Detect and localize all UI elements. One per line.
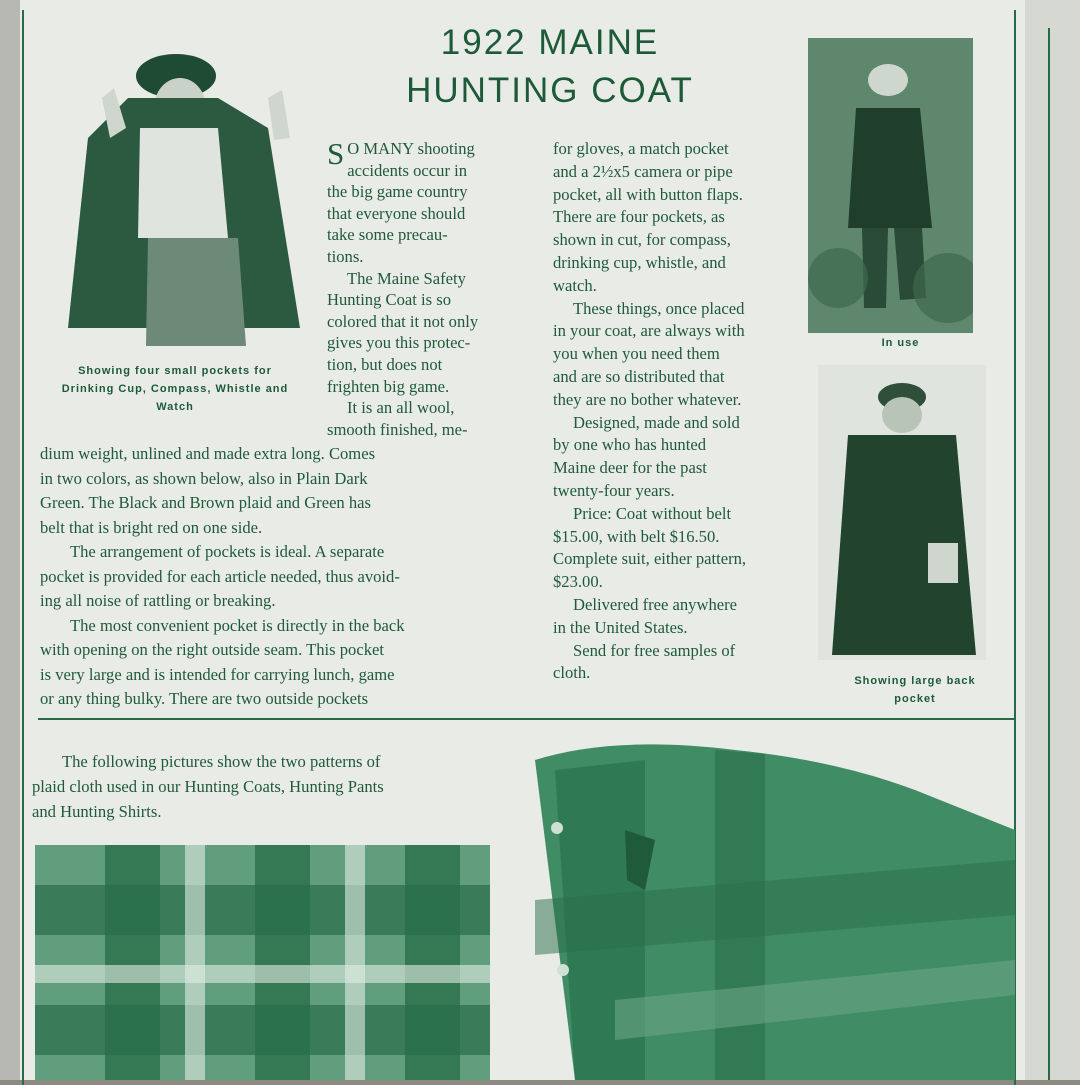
text-column-1: S O MANY shooting accidents occur in the big game country that everyone should take some precau- tions. The Maine Safety Hunting Coat is so colored that it not only gives you this protec- tion, but does not frighten big game. It is an all wool, smooth finished, me- <box>327 136 479 439</box>
drop-cap: S <box>327 136 345 171</box>
title-line-1: 1922 MAINE <box>440 23 660 62</box>
title-line-2: HUNTING COAT <box>406 71 694 110</box>
caption-pockets: Showing four small pockets for Drinking Cup, Compass, Whistle and Watch <box>61 365 289 413</box>
caption-in-use: In use <box>881 337 920 349</box>
photo-back-pocket <box>818 365 986 660</box>
plaid-swatch-photo <box>35 845 490 1080</box>
caption-back-pocket: Showing large back pocket <box>854 675 976 705</box>
photo-coat-pockets <box>68 28 308 348</box>
plaid-garment-photo <box>535 740 1015 1080</box>
plaid-intro-text: The following pictures show the two patterns of plaid cloth used in our Hunting Coats, Hunting Pants and Hunting Shirts. <box>32 752 384 821</box>
text-column-1-wide: dium weight, unlined and made extra long. Comes in two colors, as shown below, also in Plain Dark Green. The Black and Brown plaid and Green has belt that is bright red on one side. The arrangement of pockets is ideal. A separate pocket is provided for each article needed, thus avoid- ing all noise of rattling or breaking. The most convenient pocket is directly in the back with opening on the right outside seam. This pocket is very large and is intended for carrying lunch, game or any thing bulky. There are two outside pockets <box>40 444 405 708</box>
photo-in-use <box>808 38 973 333</box>
text-column-2: for gloves, a match pocket and a 2½x5 camera or pipe pocket, all with button flaps. There are four pockets, as shown in cut, for compass, drinking cup, whistle, and watch. These things, once placed in your coat, are always with you when you need them and are so distributed that they are no bother whatever. Designed, made and sold by one who has hunted Maine deer for the past twenty-four years. Price: Coat without belt $15.00, with belt $16.50. Complete suit, either pattern, $23.00. Delivered free anywhere in the United States. Send for free samples of cloth. <box>553 139 747 683</box>
page-edge <box>0 0 20 1080</box>
section-divider <box>38 718 1014 720</box>
adjacent-page-edge <box>1025 0 1080 1080</box>
adjacent-page-border <box>1048 28 1050 1080</box>
